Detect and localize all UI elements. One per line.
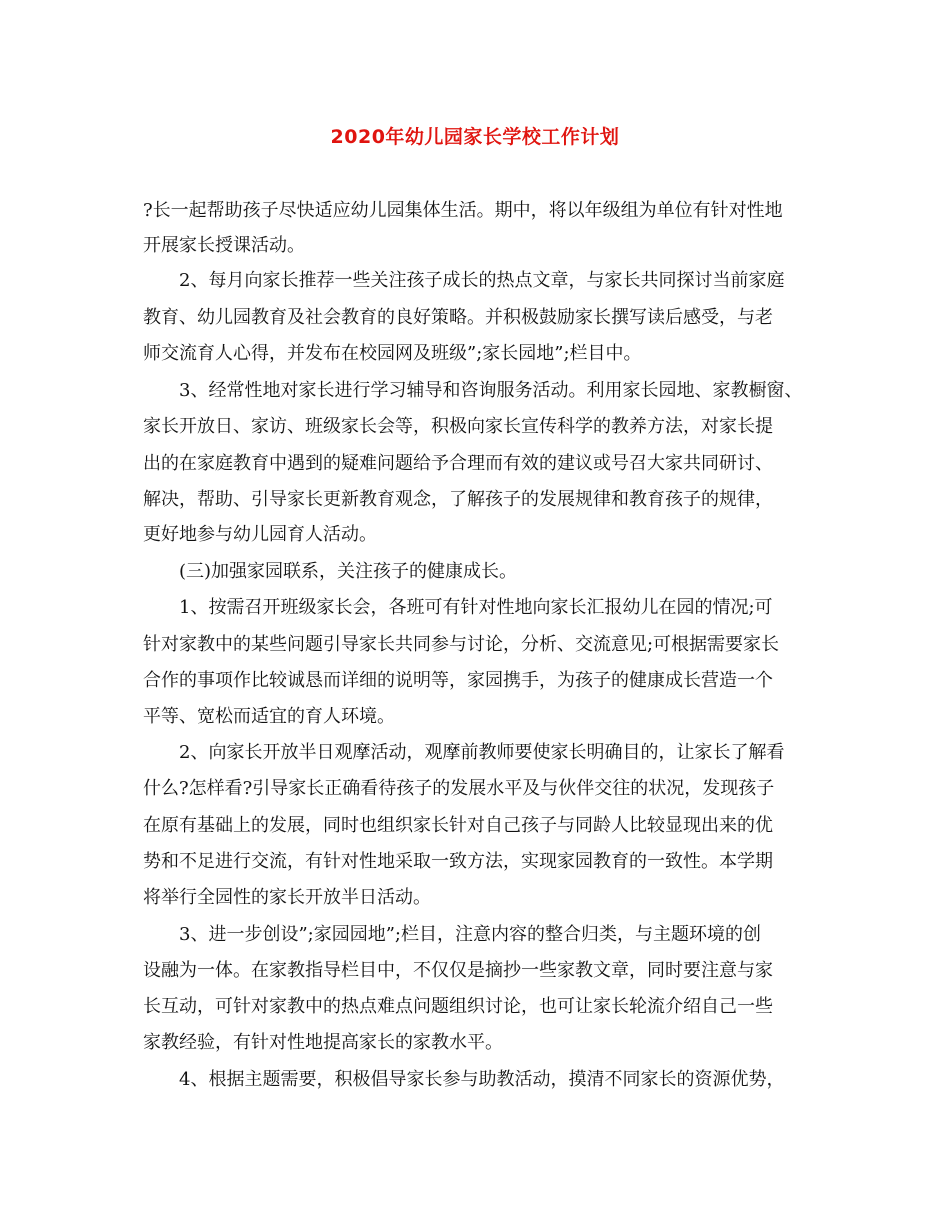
body-line: 开展家长授课活动。 [143, 235, 305, 256]
body-line: 针对家教中的某些问题引导家长共同参与讨论，分析、交流意见;可根据需要家长 [143, 634, 780, 655]
body-line: 1、按需召开班级家长会，各班可有针对性地向家长汇报幼儿在园的情况;可 [143, 597, 773, 618]
body-line: 教育、幼儿园教育及社会教育的良好策略。并积极鼓励家长撰写读后感受，与老 [143, 307, 773, 328]
body-line: 将举行全园性的家长开放半日活动。 [143, 887, 431, 908]
body-line: 更好地参与幼儿园育人活动。 [143, 524, 377, 545]
body-line: 家教经验，有针对性地提高家长的家教水平。 [143, 1032, 503, 1053]
document-title: 2020年幼儿园家长学校工作计划 [330, 126, 620, 148]
body-line: 设融为一体。在家教指导栏目中，不仅仅是摘抄一些家教文章，同时要注意与家 [143, 960, 773, 981]
body-line: 3、经常性地对家长进行学习辅导和咨询服务活动。利用家长园地、家教橱窗、 [143, 380, 803, 401]
body-line: 平等、宽松而适宜的育人环境。 [143, 706, 395, 727]
body-line: 2、每月向家长推荐一些关注孩子成长的热点文章，与家长共同探讨当前家庭 [143, 270, 785, 291]
body-line: 师交流育人心得，并发布在校园网及班级”;家长园地”;栏目中。 [143, 343, 642, 364]
body-line: 势和不足进行交流，有针对性地采取一致方法，实现家园教育的一致性。本学期 [143, 851, 773, 872]
body-line: 长互动，可针对家教中的热点难点问题组织讨论，也可让家长轮流介绍自己一些 [143, 996, 773, 1017]
body-line: 3、进一步创设”;家园园地”;栏目，注意内容的整合归类，与主题环境的创 [143, 924, 761, 945]
body-line: 什么?怎样看?引导家长正确看待孩子的发展水平及与伙伴交往的状况，发现孩子 [143, 778, 775, 799]
body-line: 4、根据主题需要，积极倡导家长参与助教活动，摸清不同家长的资源优势， [143, 1069, 785, 1090]
body-line: 出的在家庭教育中遇到的疑难问题给予合理而有效的建议或号召大家共同研讨、 [143, 453, 773, 474]
body-line: 解决，帮助、引导家长更新教育观念，了解孩子的发展规律和教育孩子的规律， [143, 489, 773, 510]
body-line: 2、向家长开放半日观摩活动，观摩前教师要使家长明确目的，让家长了解看 [143, 742, 785, 763]
body-line: 合作的事项作比较诚恳而详细的说明等，家园携手，为孩子的健康成长营造一个 [143, 670, 773, 691]
section-heading: (三)加强家园联系，关注孩子的健康成长。 [143, 561, 518, 582]
body-line: 在原有基础上的发展，同时也组织家长针对自己孩子与同龄人比较显现出来的优 [143, 815, 773, 836]
body-line: ?长一起帮助孩子尽快适应幼儿园集体生活。期中，将以年级组为单位有针对性地 [143, 200, 783, 221]
body-line: 家长开放日、家访、班级家长会等，积极向家长宣传科学的教养方法，对家长提 [143, 416, 773, 437]
